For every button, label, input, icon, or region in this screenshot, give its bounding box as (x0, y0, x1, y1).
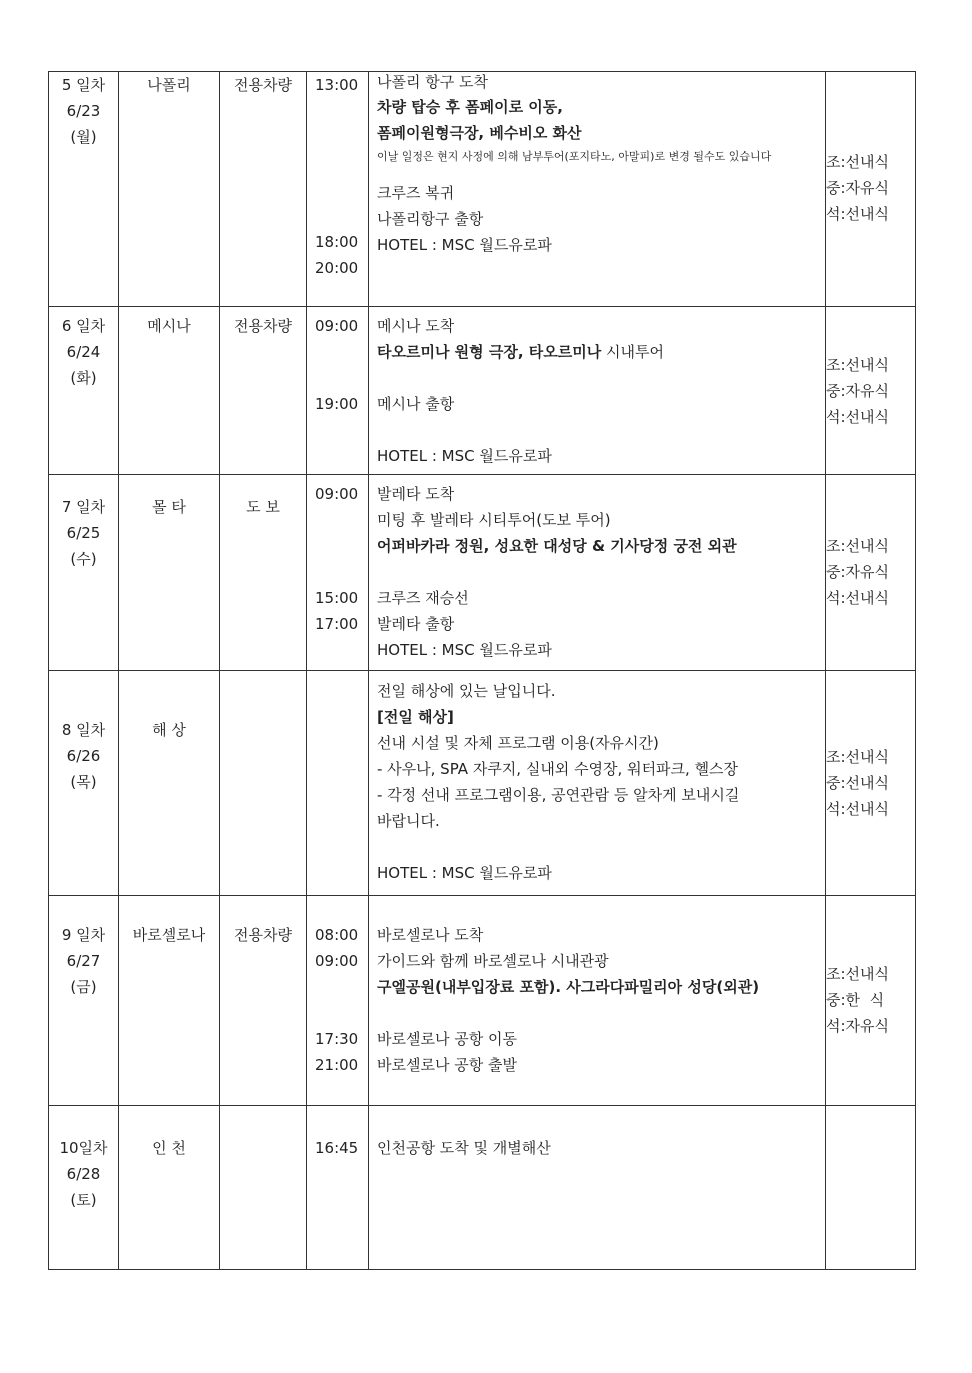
schedule-line: 어퍼바카라 정원, 성요한 대성당 & 기사당정 궁전 외관 (377, 537, 737, 555)
schedule-line: 구엘공원(내부입장료 포함). 사그라다파밀리아 성당(외관) (377, 978, 760, 996)
meal-breakfast: 조:선내식 (826, 153, 890, 171)
schedule-line: 전일 해상에 있는 날입니다. (377, 682, 556, 700)
schedule-line: 나폴리 항구 도착 (377, 73, 488, 91)
day-label: 5 일차 (61, 76, 106, 94)
schedule-highlight: 타오르미나 원형 극장, 타오르미나 (377, 343, 602, 361)
meal-lunch: 중:자유식 (826, 382, 890, 400)
meal-cell (826, 896, 916, 1106)
table-row (49, 1106, 916, 1270)
table-row (49, 72, 916, 307)
date-label: 6/28 (66, 1165, 101, 1183)
meal-breakfast: 조:선내식 (826, 965, 890, 983)
date-label: 6/27 (66, 952, 101, 970)
transport-cell: 도 보 (220, 475, 307, 671)
time-cell (307, 72, 369, 307)
city-cell: 인 천 (119, 1106, 220, 1270)
time-label: 17:00 (315, 615, 359, 633)
date-label: 6/25 (66, 524, 101, 542)
time-label: 15:00 (315, 589, 359, 607)
city-cell: 몰 타 (119, 475, 220, 671)
schedule-text: 시내투어 (601, 343, 664, 361)
time-label: 09:00 (315, 317, 359, 335)
table-row (49, 307, 916, 475)
schedule-line: - 각정 선내 프로그램이용, 공연관람 등 알차게 보내시길 (377, 786, 740, 804)
schedule-line: 폼페이원형극장, 베수비오 화산 (377, 124, 582, 142)
table-row (49, 671, 916, 896)
time-cell (307, 307, 369, 475)
schedule-line: 메시나 도착 (377, 317, 455, 335)
transport-cell: 전용차량 (220, 72, 307, 307)
hotel-line: HOTEL : MSC 월드유로파 (377, 236, 552, 254)
itinerary-table (48, 71, 916, 1270)
day-label: 6 일차 (61, 317, 106, 335)
hotel-line: HOTEL : MSC 월드유로파 (377, 641, 552, 659)
schedule-line: 바로셀로나 공항 출발 (377, 1056, 517, 1074)
schedule-line: [전일 해상] (377, 708, 454, 726)
schedule-cell (369, 896, 826, 1106)
weekday-label: (화) (70, 369, 97, 387)
meal-cell (826, 72, 916, 307)
transport-cell: 전용차량 (220, 307, 307, 475)
date-label: 6/24 (66, 343, 101, 361)
meal-lunch: 중:한 식 (826, 991, 885, 1009)
day-cell (49, 896, 119, 1106)
day-cell (49, 1106, 119, 1270)
time-label: 09:00 (315, 952, 359, 970)
schedule-line: 가이드와 함께 바로셀로나 시내관광 (377, 952, 609, 970)
hotel-line: HOTEL : MSC 월드유로파 (377, 864, 552, 882)
schedule-line: 미팅 후 발레타 시티투어(도보 투어) (377, 511, 611, 529)
meal-breakfast: 조:선내식 (826, 748, 890, 766)
meal-lunch: 중:자유식 (826, 179, 890, 197)
schedule-cell (369, 1106, 826, 1270)
date-label: 6/23 (66, 102, 101, 120)
time-label: 19:00 (315, 395, 359, 413)
time-cell (307, 896, 369, 1106)
hotel-line: HOTEL : MSC 월드유로파 (377, 447, 552, 465)
schedule-cell (369, 307, 826, 475)
time-cell (307, 1106, 369, 1270)
day-cell (49, 671, 119, 896)
meal-cell (826, 671, 916, 896)
meal-dinner: 석:선내식 (826, 800, 890, 818)
city-cell: 메시나 (119, 307, 220, 475)
time-cell (307, 671, 369, 896)
date-label: 6/26 (66, 747, 101, 765)
schedule-line: 바로셀로나 도착 (377, 926, 484, 944)
transport-cell (220, 671, 307, 896)
weekday-label: (월) (70, 128, 97, 146)
schedule-line (369, 339, 825, 365)
meal-cell (826, 475, 916, 671)
weekday-label: (금) (70, 978, 97, 996)
schedule-line: 인천공항 도착 및 개별해산 (377, 1139, 551, 1157)
time-label: 17:30 (315, 1030, 359, 1048)
schedule-line: 발레타 도착 (377, 485, 455, 503)
meal-breakfast: 조:선내식 (826, 356, 890, 374)
time-label: 09:00 (315, 485, 359, 503)
day-label: 9 일차 (61, 926, 106, 944)
transport-cell: 전용차량 (220, 896, 307, 1106)
meal-cell (826, 1106, 916, 1270)
time-label: 18:00 (315, 233, 359, 251)
weekday-label: (목) (70, 773, 97, 791)
day-label: 7 일차 (61, 498, 106, 516)
day-cell (49, 475, 119, 671)
meal-lunch: 중:자유식 (826, 563, 890, 581)
time-label: 13:00 (315, 76, 359, 94)
schedule-line: 차량 탑승 후 폼페이로 이동, (377, 98, 563, 116)
time-label: 20:00 (315, 259, 359, 277)
day-cell (49, 72, 119, 307)
time-label: 21:00 (315, 1056, 359, 1074)
meal-dinner: 석:선내식 (826, 589, 890, 607)
meal-dinner: 석:선내식 (826, 205, 890, 223)
time-cell (307, 475, 369, 671)
meal-dinner: 석:자유식 (826, 1017, 890, 1035)
schedule-line: 크루즈 재승선 (377, 589, 469, 607)
time-label: 16:45 (315, 1139, 359, 1157)
weekday-label: (수) (70, 550, 97, 568)
day-cell (49, 307, 119, 475)
city-cell: 해 상 (119, 671, 220, 896)
schedule-line: 바로셀로나 공항 이동 (377, 1030, 517, 1048)
schedule-note: 이날 일정은 현지 사정에 의해 남부투어(포지타노, 아말피)로 변경 될수도 있습니다 (377, 150, 772, 163)
weekday-label: (토) (70, 1191, 97, 1209)
day-label: 8 일차 (61, 721, 106, 739)
meal-lunch: 중:선내식 (826, 774, 890, 792)
time-label: 08:00 (315, 926, 359, 944)
schedule-line: 선내 시설 및 자체 프로그램 이용(자유시간) (377, 734, 659, 752)
schedule-line: 바랍니다. (377, 812, 440, 830)
city-cell: 바로셀로나 (119, 896, 220, 1106)
schedule-cell (369, 475, 826, 671)
schedule-line: 나폴리항구 출항 (377, 210, 484, 228)
transport-cell (220, 1106, 307, 1270)
meal-dinner: 석:선내식 (826, 408, 890, 426)
schedule-cell (369, 671, 826, 896)
city-cell: 나폴리 (119, 72, 220, 307)
schedule-line: 발레타 출항 (377, 615, 455, 633)
schedule-line: - 사우나, SPA 자쿠지, 실내외 수영장, 워터파크, 헬스장 (377, 760, 739, 778)
schedule-line: 메시나 출항 (377, 395, 455, 413)
day-label: 10일차 (59, 1139, 108, 1157)
schedule-line: 크루즈 복귀 (377, 184, 455, 202)
schedule-cell (369, 72, 826, 307)
meal-breakfast: 조:선내식 (826, 537, 890, 555)
meal-cell (826, 307, 916, 475)
table-row (49, 896, 916, 1106)
table-row (49, 475, 916, 671)
